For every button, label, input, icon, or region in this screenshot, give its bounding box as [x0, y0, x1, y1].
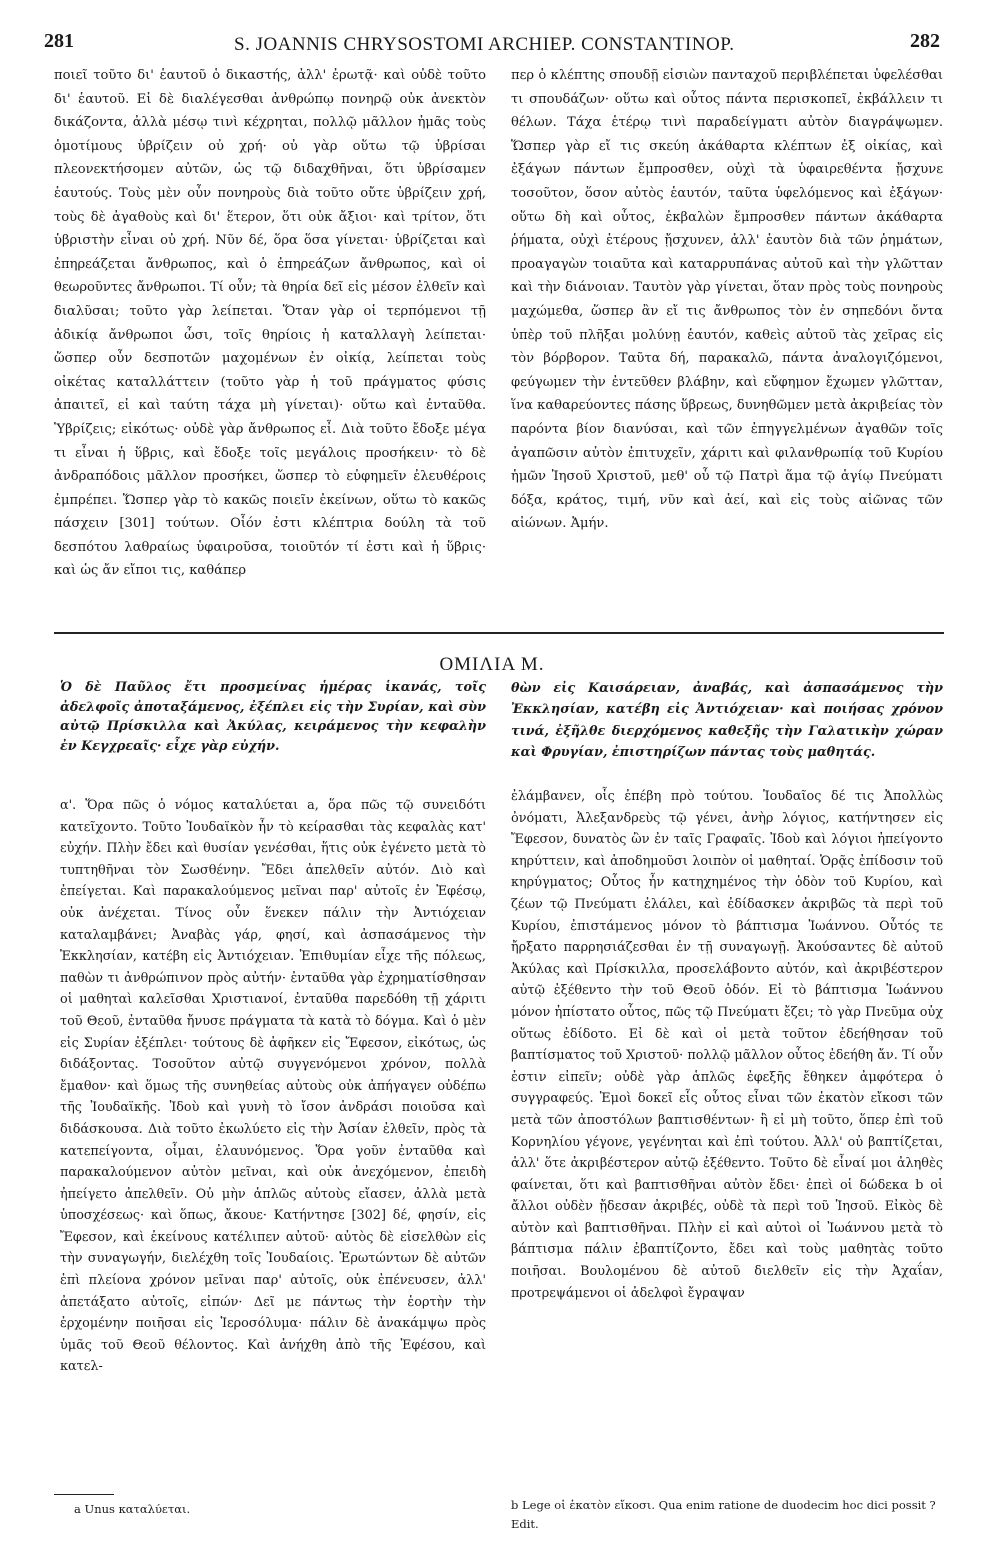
lemma-left-text: Ὁ δὲ Παῦλος ἔτι προσμείνας ἡμέρας ἱκανάς, τοῖς ἀδελφοῖς ἀποταξάμενος, ἐξέπλει εἰς τὴν Συρίαν, καὶ σὺν αὐτῷ Πρίσκιλλα καὶ Ἀκύλας, κειράμενος τὴν κεφαλὴν ἐν Κεγχρεαῖς· εἶχε γὰρ εὐχήν.	[60, 680, 486, 754]
page-number-left: 281	[44, 30, 74, 52]
upper-left-text: ποιεῖ τοῦτο δι' ἑαυτοῦ ὁ δικαστής, ἀλλ' ἐρωτᾷ· καὶ οὐδὲ τοῦτο δι' ἑαυτοῦ. Εἰ δὲ διαλέγεσθαι ἀνθρώπῳ πονηρῷ οὐκ ἀνεκτὸν δικάζοντα, ἀλλὰ μέσῳ τινὶ κέχρηται, πολλῷ μᾶλλον ἡμᾶς τοὺς ὁμοτίμους ὑβρίζειν οὐ χρή· οὐ γὰρ οὕτω τῷ ὑβρίσαι πλεονεκτήσομεν αὐτῶν, ὡς τῷ διδαχθῆναι, ὅτι ὑβρίσαμεν ἑαυτούς. Τοὺς μὲν οὖν πονηροὺς διὰ τοῦτο οὔτε ὑβρίζειν χρή, τοὺς δὲ ἀγαθοὺς καὶ δι' ἕτερον, ὅτι οὐκ ἄξιοι· καὶ τρίτον, ὅτι ὑβριστὴν εἶναι οὐ χρή. Νῦν δέ, ὅρα ὅσα γίνεται· ὑβρίζεται καὶ ἐπηρεάζεται ἄνθρωπος, καὶ ὁ ἐπηρεάζων ἄνθρωπος, καὶ οἱ θεωροῦντες ἄνθρωποι. Τί οὖν; τὰ θηρία δεῖ εἰς μέσον ἐλθεῖν καὶ διαλῦσαι; τοῦτο γὰρ λείπεται. Ὅταν γὰρ οἱ τερπόμενοι τῇ ἀδικίᾳ ἄνθρωποι ὦσι, τοῖς θηρίοις ἡ καταλλαγὴ λείπεται· ὥσπερ οὖν δεσποτῶν μαχομένων ἐν οἰκίᾳ, λείπεται τοὺς οἰκέτας καταλλάττειν (τοῦτο γὰρ ἡ τοῦ πράγματος φύσις ἀπαιτεῖ, εἰ καὶ ταύτη τάχα μὴ γίνεται)· οὕτω καὶ ἐνταῦθα. Ὑβρίζεις; εἰκότως· οὐδὲ γὰρ ἄνθρωπος εἶ. Διὰ τοῦτο ἔδοξε μέγα τι εἶναι ἡ ὕβρις, καὶ ἔδοξε τοῖς μεγάλοις προσήκειν· τὸ δὲ ἀνδραπόδοις μᾶλλον προσήκει, ὥσπερ τὸ εὐφημεῖν ἐλευθέροις ἐμπρέπει. Ὥσπερ γὰρ τὸ κακῶς ποιεῖν ἐκείνων, οὕτω τὸ κακῶς πάσχειν [301] τούτων. Οἷόν ἐστι κλέπτρια δούλη τὰ τοῦ δεσπότου λαθραίως ὑφαιροῦσα, τοιοῦτόν τί ἐστι καὶ ἡ ὕβρις· καὶ ὡς ἄν εἴποι τις, καθάπερ	[54, 68, 486, 579]
homily-body-left	[60, 795, 486, 1378]
running-title: S. JOANNIS CHRYSOSTOMI ARCHIEP. CONSTANTINOP.	[234, 34, 735, 55]
footnote-rule	[54, 1494, 114, 1495]
body-left-text: α'. Ὅρα πῶς ὁ νόμος καταλύεται a, ὅρα πῶς τῷ συνειδότι κατεῖχοντο. Τοῦτο Ἰουδαϊκὸν ἦν τὸ κείρασθαι τὰς κεφαλὰς κατ' εὐχήν. Πλὴν ἔδει καὶ θυσίαν γενέσθαι, ἥτις οὐκ ἐγένετο μετὰ τὸ τυπτηθῆναι τὸν Σωσθένην. Ἔδει ἀπελθεῖν αὐτόν. Διὸ καὶ ἐπείγεται. Καὶ παρακαλούμενος μεῖναι παρ' αὐτοῖς ἐν Ἐφέσῳ, οὐκ ἀνέχεται. Τίνος οὖν ἕνεκεν πάλιν τὴν Ἀντιόχειαν καταλαμβάνει; Ἀναβὰς γάρ, φησί, καὶ ἀσπασάμενος τὴν Ἐκκλησίαν, κατέβη εἰς Ἀντιόχειαν. Ἐπιθυμίαν εἶχε τῆς πόλεως, παθὼν τι ἀνθρώπινον πρὸς αὐτήν· ἐνταῦθα γὰρ ἐχρηματίσθησαν οἱ μαθηταὶ καλεῖσθαι Χριστιανοί, ἐνταῦθα παρεδόθη τῇ χάριτι τοῦ Θεοῦ, ἐνταῦθα ἤνυσε πράγματα τὰ κατὰ τὸ δόγμα. Καὶ ὁ μὲν εἰς Συρίαν ἐξέπλει· τούτους δὲ ἀφῆκεν εἰς Ἔφεσον, εἰκότως, ὡς διδάξοντας. Τοσοῦτον αὐτῷ συγγενόμενοι χρόνον, πολλὰ ἔμαθον· καὶ ὅμως τῆς συνηθείας αὐτοὺς οὐκ ἀπήγαγεν οὐδέπω τῆς Ἰουδαϊκῆς. Ἰδοὺ καὶ γυνὴ τὸ ἴσον ἀνδράσι ποιοῦσα καὶ διδάσκουσα. Διὰ τοῦτο ἐκωλύετο εἰς τὴν Ἀσίαν ἐλθεῖν, πρὸς τὰ κατεπείγοντα, οἶμαι, ἐλαυνόμενος. Ὅρα γοῦν ἐνταῦθα καὶ παρακαλούμενον αὐτὸν μεῖναι, καὶ οὐκ ἀνεχόμενον, ἐπειδὴ ἠπείγετο ἀπελθεῖν. Οὐ μὴν ἁπλῶς αὐτοὺς εἴασεν, ἀλλὰ μετὰ ὑποσχέσεως· καὶ ὅπως, ἄκουε· Κατήντησε [302] δέ, φησίν, εἰς Ἔφεσον, καὶ ἐκείνους κατέλιπεν αὐτοῦ· αὐτὸς δὲ εἰσελθὼν εἰς τὴν συναγωγήν, διελέχθη τοῖς Ἰουδαίοις. Ἐρωτώντων δὲ αὐτῶν ἐπὶ πλείονα χρόνον μεῖναι παρ' αὐτοῖς, οὐκ ἐπένευσεν, ἀλλ' ἀπετάξατο αὐτοῖς, εἰπών· Δεῖ με πάντως τὴν ἑορτὴν τὴν ἐρχομένην ποιῆσαι εἰς Ἱεροσόλυμα· πάλιν δὲ ἀνακάμψω πρὸς ὑμᾶς τοῦ Θεοῦ θέλοντος. Καὶ ἀνήχθη ἀπὸ τῆς Ἐφέσου, καὶ κατελ-	[60, 798, 486, 1375]
section-divider	[54, 632, 944, 634]
body-right-text: ἐλάμβανεν, οἷς ἐπέβη πρὸ τούτου. Ἰουδαῖος δέ τις Ἀπολλὼς ὀνόματι, Ἀλεξανδρεὺς τῷ γένει, ἀνὴρ λόγιος, κατήντησεν εἰς Ἔφεσον, δυνατὸς ὢν ἐν ταῖς Γραφαῖς. Ἰδοὺ καὶ λόγιοι ἠπείγοντο κηρύττειν, καὶ ἀποδημοῦσι λοιπὸν οἱ μαθηταί. Ὁρᾷς ἐπίδοσιν τοῦ κηρύγματος; Οὗτος ἦν κατηχημένος τὴν ὁδὸν τοῦ Κυρίου, καὶ ζέων τῷ Πνεύματι ἐλάλει, καὶ ἐδίδασκεν ἀκριβῶς τὰ περὶ τοῦ Κυρίου, ἐπιστάμενος μόνον τὸ βάπτισμα Ἰωάννου. Οὗτός τε ἤρξατο παρρησιάζεσθαι ἐν τῇ συναγωγῇ. Ἀκούσαντες δὲ αὐτοῦ Ἀκύλας καὶ Πρίσκιλλα, προσελάβοντο αὐτόν, καὶ ἀκριβέστερον αὐτῷ ἐξέθεντο τὴν τοῦ Θεοῦ ὁδόν. Εἰ τὸ βάπτισμα Ἰωάννου μόνον ἠπίστατο οὗτος, πῶς τῷ Πνεύματι ἔζει; τὸ γὰρ Πνεῦμα οὐχ οὕτως ἐδίδοτο. Εἰ δὲ καὶ οἱ μετὰ τοῦτον ἐδεήθησαν τοῦ βαπτίσματος τοῦ Χριστοῦ· πολλῷ μᾶλλον οὗτος ἐδεήθη ἄν. Τί οὖν ἐστιν εἰπεῖν; οὐδὲ γὰρ ἁπλῶς ἐφεξῆς ἔθηκεν ἀμφότερα ὁ συγγραφεύς. Ἐμοὶ δοκεῖ εἷς οὗτος εἶναι τῶν ἑκατὸν εἴκοσι τῶν μετὰ τῶν ἀποστόλων βαπτισθέντων· ἢ εἰ μὴ τοῦτο, ὅπερ ἐπὶ τοῦ Κορνηλίου γέγονε, γεγένηται καὶ ἐπὶ τούτου. Ἀλλ' οὐ βαπτίζεται, ἀλλ' ὅτε ἀκριβέστερον αὐτῷ ἐξέθεντο. Τοῦτο δὲ εἶναί μοι ἀληθὲς φαίνεται, ὅτι καὶ βαπτισθῆναι αὐτὸν ἔδει· ἐπεὶ οἱ δώδεκα b οἱ ἄλλοι οὐδὲν ᾔδεσαν ἀκριβές, οὐδὲ τὰ περὶ τοῦ Ἰησοῦ. Εἰκὸς δὲ αὐτὸν καὶ βαπτισθῆναι. Πλὴν εἰ καὶ αὐτοὶ οἱ Ἰωάννου μετὰ τὸ βάπτισμα πάλιν ἐβαπτίζοντο, ἔδει καὶ τοὺς μαθητὰς τοῦτο ποιῆσαι. Βουλομένου δὲ αὐτοῦ διελθεῖν εἰς τὴν Ἀχαΐαν, προτρεψάμενοι οἱ ἀδελφοὶ ἔγραψαν	[511, 789, 943, 1301]
page-number-right: 282	[910, 30, 940, 52]
footnote-b: b Lege οἱ ἑκατὸν εἴκοσι. Qua enim ratione de duodecim hoc dici possit ? Edit.	[511, 1498, 936, 1531]
scripture-lemma-right	[511, 678, 943, 764]
lemma-right-text: θὼν εἰς Καισάρειαν, ἀναβάς, καὶ ἀσπασάμενος τὴν Ἐκκλησίαν, κατέβη εἰς Ἀντιόχειαν· καὶ ποιήσας χρόνον τινά, ἐξῆλθε διερχόμενος καθεξῆς τὴν Γαλατικὴν χώραν καὶ Φρυγίαν, ἐπιστηρίζων πάντας τοὺς μαθητάς.	[511, 681, 943, 761]
upper-right-text: περ ὁ κλέπτης σπουδῇ εἰσιὼν πανταχοῦ περιβλέπεται ὑφελέσθαι τι σπουδάζων· οὕτω καὶ οὗτος πάντα περισκοπεῖ, ἐκβάλλειν τι θέλων. Τάχα ἑτέρῳ τινὶ παραδείγματι αὐτὸν διαγράψωμεν. Ὥσπερ γὰρ εἴ τις σκεύη ἀκάθαρτα κλέπτων ἐξ οἰκίας, καὶ ἐξάγων πάντων ἔμπροσθεν, οὐχὶ τὰ ὑφαιρεθέντα ᾔσχυνε τοσοῦτον, ὅσον αὐτὸς ἑαυτόν, ταῦτα ὑφελόμενος καὶ ἐξάγων· οὕτω δὴ καὶ οὗτος, ἐκβαλὼν ἔμπροσθεν πάντων ἀκάθαρτα ῥήματα, οὐχὶ ἑτέρους ᾔσχυνεν, ἀλλ' ἑαυτὸν διὰ τῶν ῥημάτων, προαγαγὼν τοιαῦτα καὶ καταρρυπάνας αὐτοῦ καὶ τὴν γλῶτταν καὶ τὴν διάνοιαν. Ταυτὸν γὰρ γίνεται, ὅταν πρὸς τοὺς πονηροὺς μαχώμεθα, ὥσπερ ἂν εἴ τις ἄνθρωπος τὸν ἐν σηπεδόνι ὄντα ὑπὲρ τοῦ πλῆξαι μολύνῃ ἑαυτόν, καθεὶς αὐτοῦ τὰς χεῖρας εἰς τὸν βόρβορον. Ταῦτα δή, παρακαλῶ, πάντα ἀναλογιζόμενοι, φεύγωμεν τὴν ἐντεῦθεν βλάβην, καὶ εὔφημον ἔχωμεν γλῶτταν, ἵνα καθαρεύοντες πάσης ὕβρεως, δυνηθῶμεν μετὰ ἀκριβείας τὸν παρόντα βίον διανύσαι, καὶ τῶν ἐπηγγελμένων ἀγαθῶν τοῖς ἀγαπῶσιν αὐτὸν ἐπιτυχεῖν, χάριτι καὶ φιλανθρωπίᾳ τοῦ Κυρίου ἡμῶν Ἰησοῦ Χριστοῦ, μεθ' οὗ τῷ Πατρὶ ἅμα τῷ ἁγίῳ Πνεύματι δόξα, κράτος, τιμή, νῦν καὶ ἀεί, καὶ εἰς τοὺς αἰῶνας τῶν αἰώνων. Ἀμήν.	[511, 68, 943, 532]
scripture-lemma-left	[60, 678, 486, 756]
footnote-a: a Unus καταλύεται.	[74, 1502, 191, 1516]
homily-title: ΟΜΙΛΙΑ Μ.	[439, 654, 545, 675]
upper-left-column	[54, 64, 486, 583]
upper-right-column	[511, 64, 943, 536]
homily-body-right	[511, 786, 943, 1304]
running-head	[44, 30, 940, 60]
